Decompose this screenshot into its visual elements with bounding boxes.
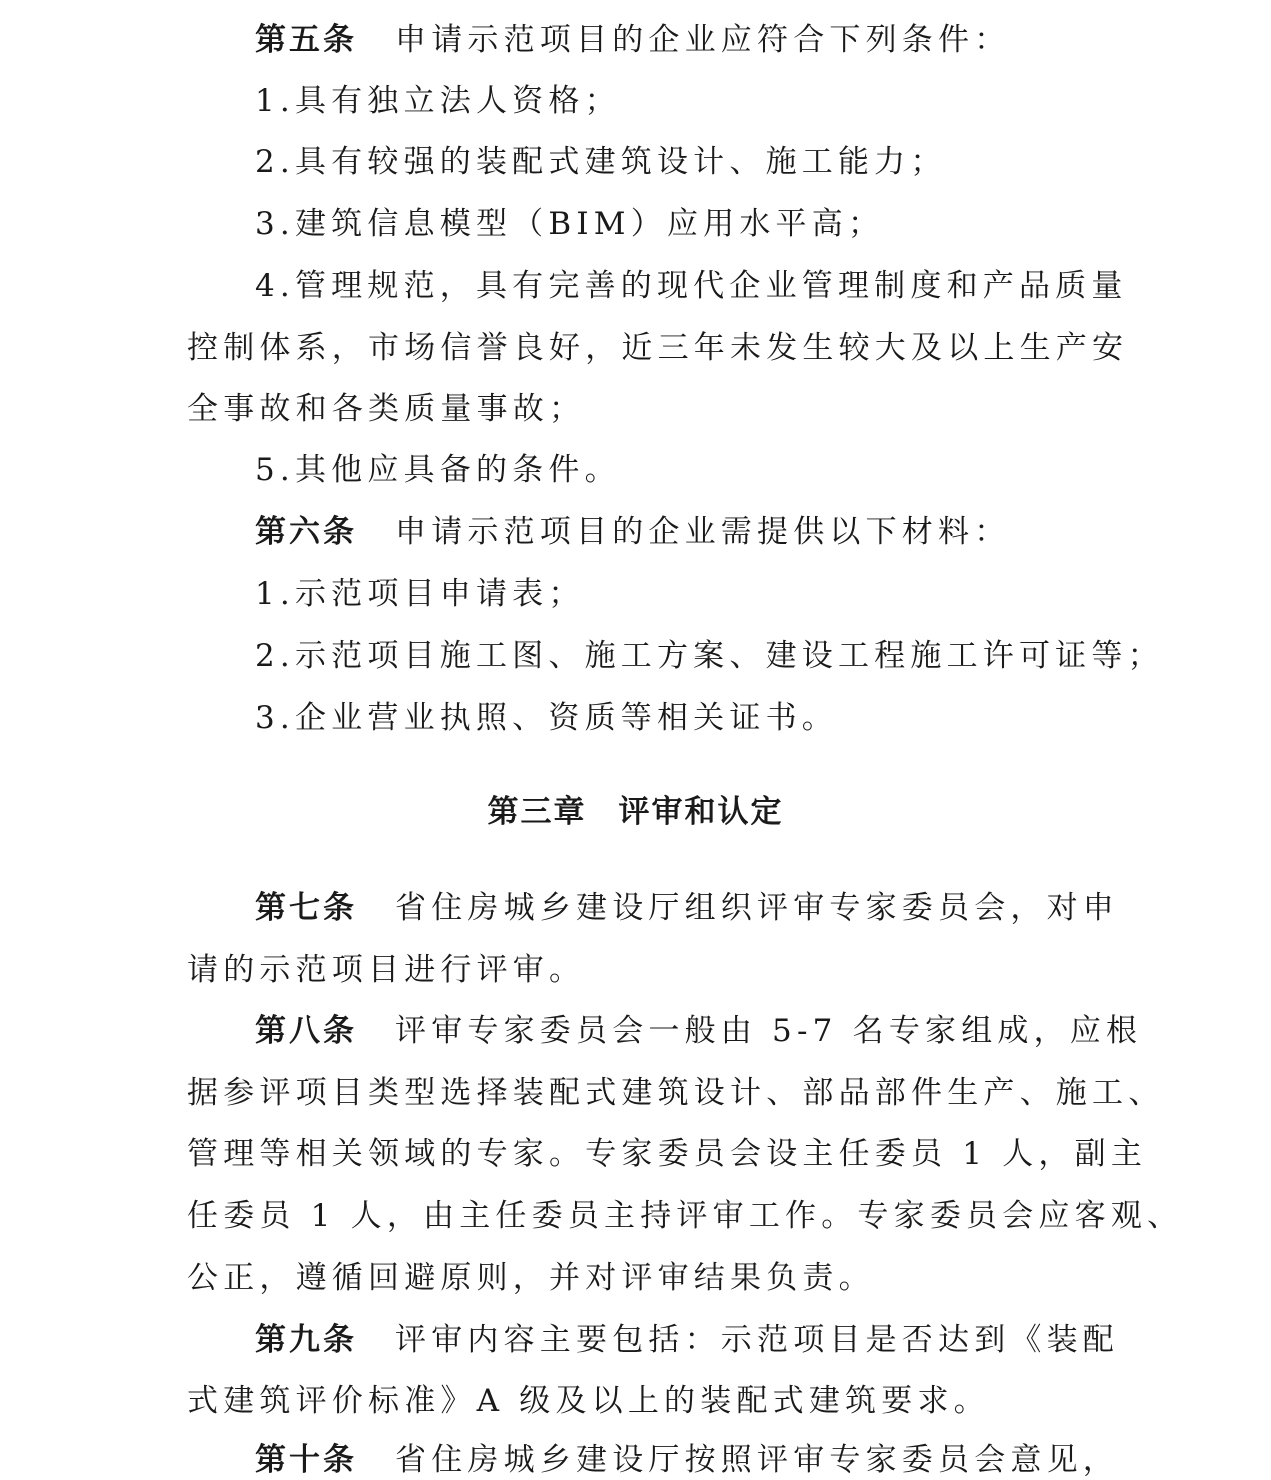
- article-6-item-3: 3.企业营业执照、资质等相关证书。: [255, 700, 838, 736]
- article-9-line-2: 式建筑评价标准》A 级及以上的装配式建筑要求。: [187, 1383, 990, 1419]
- article-5-item-5: 5.其他应具备的条件。: [255, 452, 621, 488]
- article-9-text-1: 评审内容主要包括：示范项目是否达到《装配: [395, 1322, 1119, 1358]
- article-8-text-1: 评审专家委员会一般由 5-7 名专家组成，应根: [395, 1013, 1143, 1049]
- article-5-item-4: 4.管理规范，具有完善的现代企业管理制度和产品质量: [255, 268, 1128, 304]
- article-6-item-2: 2.示范项目施工图、施工方案、建设工程施工许可证等；: [255, 638, 1164, 674]
- article-7-line-2: 请的示范项目进行评审。: [187, 952, 586, 988]
- article-5-item-4-cont-2: 全事故和各类质量事故；: [187, 391, 586, 427]
- article-8-line-4: 任委员 1 人，由主任委员主持评审工作。专家委员会应客观、: [187, 1198, 1184, 1234]
- chapter-3-title: 评审和认定: [618, 794, 784, 830]
- article-7-line-1: [255, 888, 1155, 928]
- article-8-line-5: 公正，遵循回避原则，并对评审结果负责。: [187, 1260, 875, 1296]
- article-5-intro: 申请示范项目的企业应符合下列条件：: [395, 22, 1011, 58]
- chapter-3-number: 第三章: [487, 794, 587, 830]
- article-5-item-2: 2.具有较强的装配式建筑设计、施工能力；: [255, 144, 947, 180]
- article-8-line-2: 据参评项目类型选择装配式建筑设计、部品部件生产、施工、: [187, 1075, 1165, 1111]
- article-9-label: 第九条: [255, 1322, 357, 1358]
- article-10-label: 第十条: [255, 1442, 357, 1478]
- article-6-intro: 申请示范项目的企业需提供以下材料：: [395, 514, 1011, 550]
- article-8-line-1: [255, 1011, 1155, 1051]
- article-6-label: 第六条: [255, 514, 357, 550]
- article-5-heading-line: [255, 20, 1155, 60]
- article-7-text-1: 省住房城乡建设厅组织评审专家委员会，对申: [395, 890, 1119, 926]
- article-5-item-4-cont-1: 控制体系，市场信誉良好，近三年未发生较大及以上生产安: [187, 330, 1129, 366]
- article-8-label: 第八条: [255, 1013, 357, 1049]
- chapter-3-heading: [0, 792, 1271, 832]
- article-10-text-1: 省住房城乡建设厅按照评审专家委员会意见，: [395, 1442, 1119, 1478]
- article-5-item-3: 3.建筑信息模型（BIM）应用水平高；: [255, 206, 885, 242]
- article-6-heading-line: [255, 512, 1155, 552]
- article-10-line-1: [255, 1440, 1155, 1480]
- article-7-label: 第七条: [255, 890, 357, 926]
- article-5-label: 第五条: [255, 22, 357, 58]
- article-6-item-1: 1.示范项目申请表；: [255, 576, 585, 612]
- article-5-item-1: 1.具有独立法人资格；: [255, 83, 621, 119]
- article-9-line-1: [255, 1320, 1155, 1360]
- article-8-line-3: 管理等相关领域的专家。专家委员会设主任委员 1 人，副主: [187, 1136, 1148, 1172]
